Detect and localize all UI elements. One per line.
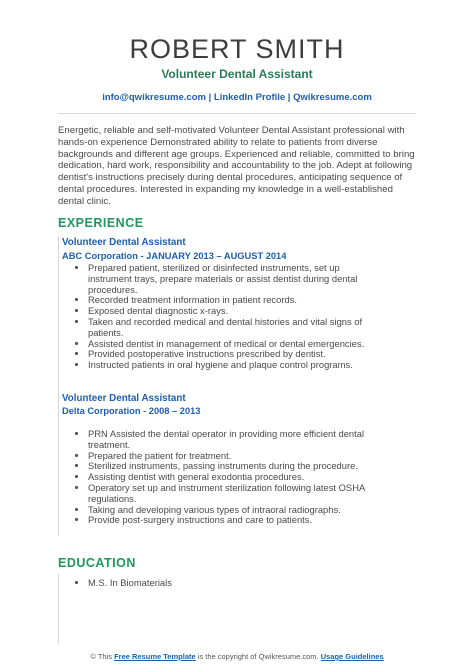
list-item: • Taking and developing various types of intraoral radiographs. — [88, 505, 370, 516]
contact-separator: | — [285, 92, 294, 103]
job-meta: Delta Corporation - 2008 – 2013 — [62, 406, 201, 416]
list-item: • Exposed dental diagnostic x-rays. — [88, 306, 370, 317]
list-item: • PRN Assisted the dental operator in providing more efficient dental treatment. — [88, 429, 370, 451]
candidate-name: ROBERT SMITH — [129, 34, 345, 64]
list-item: • Assisted dentist in management of medical or dental emergencies. — [88, 339, 370, 350]
education-side-rule — [58, 574, 59, 644]
list-item: • Sterilized instruments, passing instruments during the procedure. — [88, 461, 370, 472]
list-item: • Assisting dentist with general exodontia procedures. — [88, 472, 370, 483]
list-item: • Recorded treatment information in patient records. — [88, 295, 370, 306]
education-heading: EDUCATION — [58, 556, 136, 570]
list-item: • M.S. In Biomaterials — [88, 578, 370, 589]
list-item: • Operatory set up and instrument sterilization following latest OSHA regulations. — [88, 483, 370, 505]
list-item: • Provide post-surgery instructions and care to patients. — [88, 515, 370, 526]
free-template-link[interactable]: Free Resume Template — [114, 652, 196, 661]
footer-middle: is the copyright of Qwikresume.com. — [195, 652, 321, 661]
footer — [0, 652, 474, 661]
summary-text: Energetic, reliable and self-motivated Volunteer Dental Assistant professional with hands-on experience Demonstrated ability to relate to patients from diverse backgrounds and different age groups. Experienced and reliable, committed to bring dedication, hard work, responsibility and accountability to the job. Adept at following dentist's instructions precisely during dental procedures, anticipating sequence of dental procedures. Interested in expanding my knowledge in a well-established dental clinic. — [58, 125, 415, 207]
list-item: • Provided postoperative instructions prescribed by dentist. — [88, 349, 370, 360]
job-bullets — [76, 263, 370, 371]
experience-side-rule — [58, 236, 59, 536]
linkedin-link[interactable]: LinkedIn Profile — [213, 92, 286, 103]
job-bullets — [76, 429, 370, 526]
list-item: • Prepared patient, sterilized or disinfected instruments, set up instrument trays, prepare materials or assist dentist during dental procedures. — [88, 263, 370, 295]
header-divider — [58, 113, 416, 114]
job-meta: ABC Corporation - JANUARY 2013 – AUGUST 2014 — [62, 251, 287, 261]
education-list — [76, 578, 370, 589]
website-link[interactable]: Qwikresume.com — [293, 92, 372, 103]
job-title: Volunteer Dental Assistant — [62, 393, 186, 404]
usage-guidelines-link[interactable]: Usage Guidelines — [320, 652, 384, 661]
contact-line — [0, 92, 474, 103]
candidate-title: Volunteer Dental Assistant — [161, 67, 313, 81]
list-item: • Instructed patients in oral hygiene and plaque control programs. — [88, 360, 370, 371]
footer-prefix: © This — [90, 652, 115, 661]
contact-separator: | — [205, 92, 214, 103]
email-link[interactable]: info@qwikresume.com — [102, 92, 206, 103]
job-title: Volunteer Dental Assistant — [62, 237, 186, 248]
list-item: • Taken and recorded medical and dental histories and vital signs of patients. — [88, 317, 370, 339]
experience-heading: EXPERIENCE — [58, 216, 144, 230]
list-item: • Prepared the patient for treatment. — [88, 451, 370, 462]
